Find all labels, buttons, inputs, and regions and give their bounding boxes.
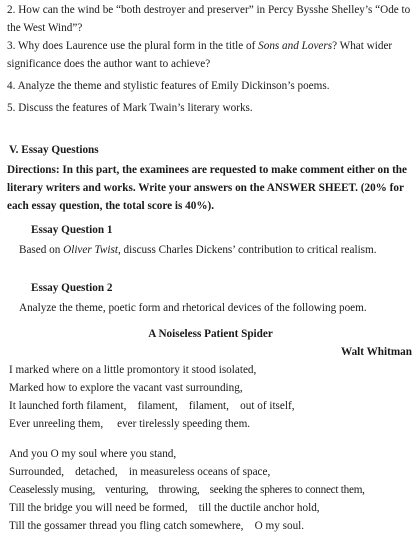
- poem-line: And you O my soul where you stand,: [9, 448, 177, 460]
- question-3: [7, 37, 414, 73]
- question-number: 3.: [7, 40, 16, 52]
- poem-line: Till the gossamer thread you fling catch somewhere, O my soul.: [9, 520, 305, 532]
- poem-line: Surrounded, detached, in measureless oceans of space,: [9, 466, 271, 478]
- poem-line: Ceaselessly musing, venturing, throwing, seeking the spheres to connect them,: [9, 484, 365, 496]
- question-number: 2.: [7, 4, 16, 16]
- question-text: Discuss the features of Mark Twain’s literary works.: [15, 102, 253, 114]
- italic-title: Sons and Lovers: [258, 40, 333, 52]
- poem-line: Till the bridge you will need be formed, till the ductile anchor hold,: [9, 502, 320, 514]
- poem-line: It launched forth filament, filament, filament, out of itself,: [9, 400, 295, 412]
- directions-text: Directions: In this part, the examinees are requested to make comment either on the literary writers and works. Write your answers on the ANSWER SHEET. (20% for each essay question, the total score is 40%).: [7, 164, 407, 212]
- question-text: How can the wind be “both destroyer and preserver” in Percy Bysshe Shelley’s “Ode to the West Wind”?: [7, 4, 411, 34]
- poem-line: Marked how to explore the vacant vast surrounding,: [9, 382, 243, 394]
- poem-title: A Noiseless Patient Spider: [148, 328, 273, 340]
- essay-text: Based on: [19, 244, 64, 256]
- question-2: [7, 1, 414, 37]
- essay-1-heading: Essay Question 1: [31, 224, 113, 236]
- section-title: V. Essay Questions: [9, 144, 99, 156]
- poem-line: Ever unreeling them, ever tirelessly speeding them.: [9, 418, 251, 430]
- question-4: [7, 77, 414, 95]
- essay-2-heading: Essay Question 2: [31, 282, 113, 294]
- poem-stanza-2: [7, 445, 414, 535]
- question-text: Analyze the theme and stylistic features of Emily Dickinson’s poems.: [15, 80, 330, 92]
- question-text: ? What wider significance does the author want to achieve?: [7, 40, 393, 70]
- italic-title: Oliver Twist: [63, 244, 118, 256]
- poem-stanza-1: [7, 361, 414, 433]
- poem-author: Walt Whitman: [341, 346, 412, 358]
- question-number: 4.: [7, 80, 16, 92]
- question-5: [7, 99, 414, 117]
- question-number: 5.: [7, 102, 16, 114]
- poem-line: I marked where on a little promontory it stood isolated,: [9, 364, 257, 376]
- essay-1-body: [7, 241, 414, 259]
- essay-2-body: Analyze the theme, poetic form and rhetorical devices of the following poem.: [19, 302, 367, 314]
- essay-text: , discuss Charles Dickens’ contribution to critical realism.: [117, 244, 377, 256]
- question-text: Why does Laurence use the plural form in the title of: [15, 40, 259, 52]
